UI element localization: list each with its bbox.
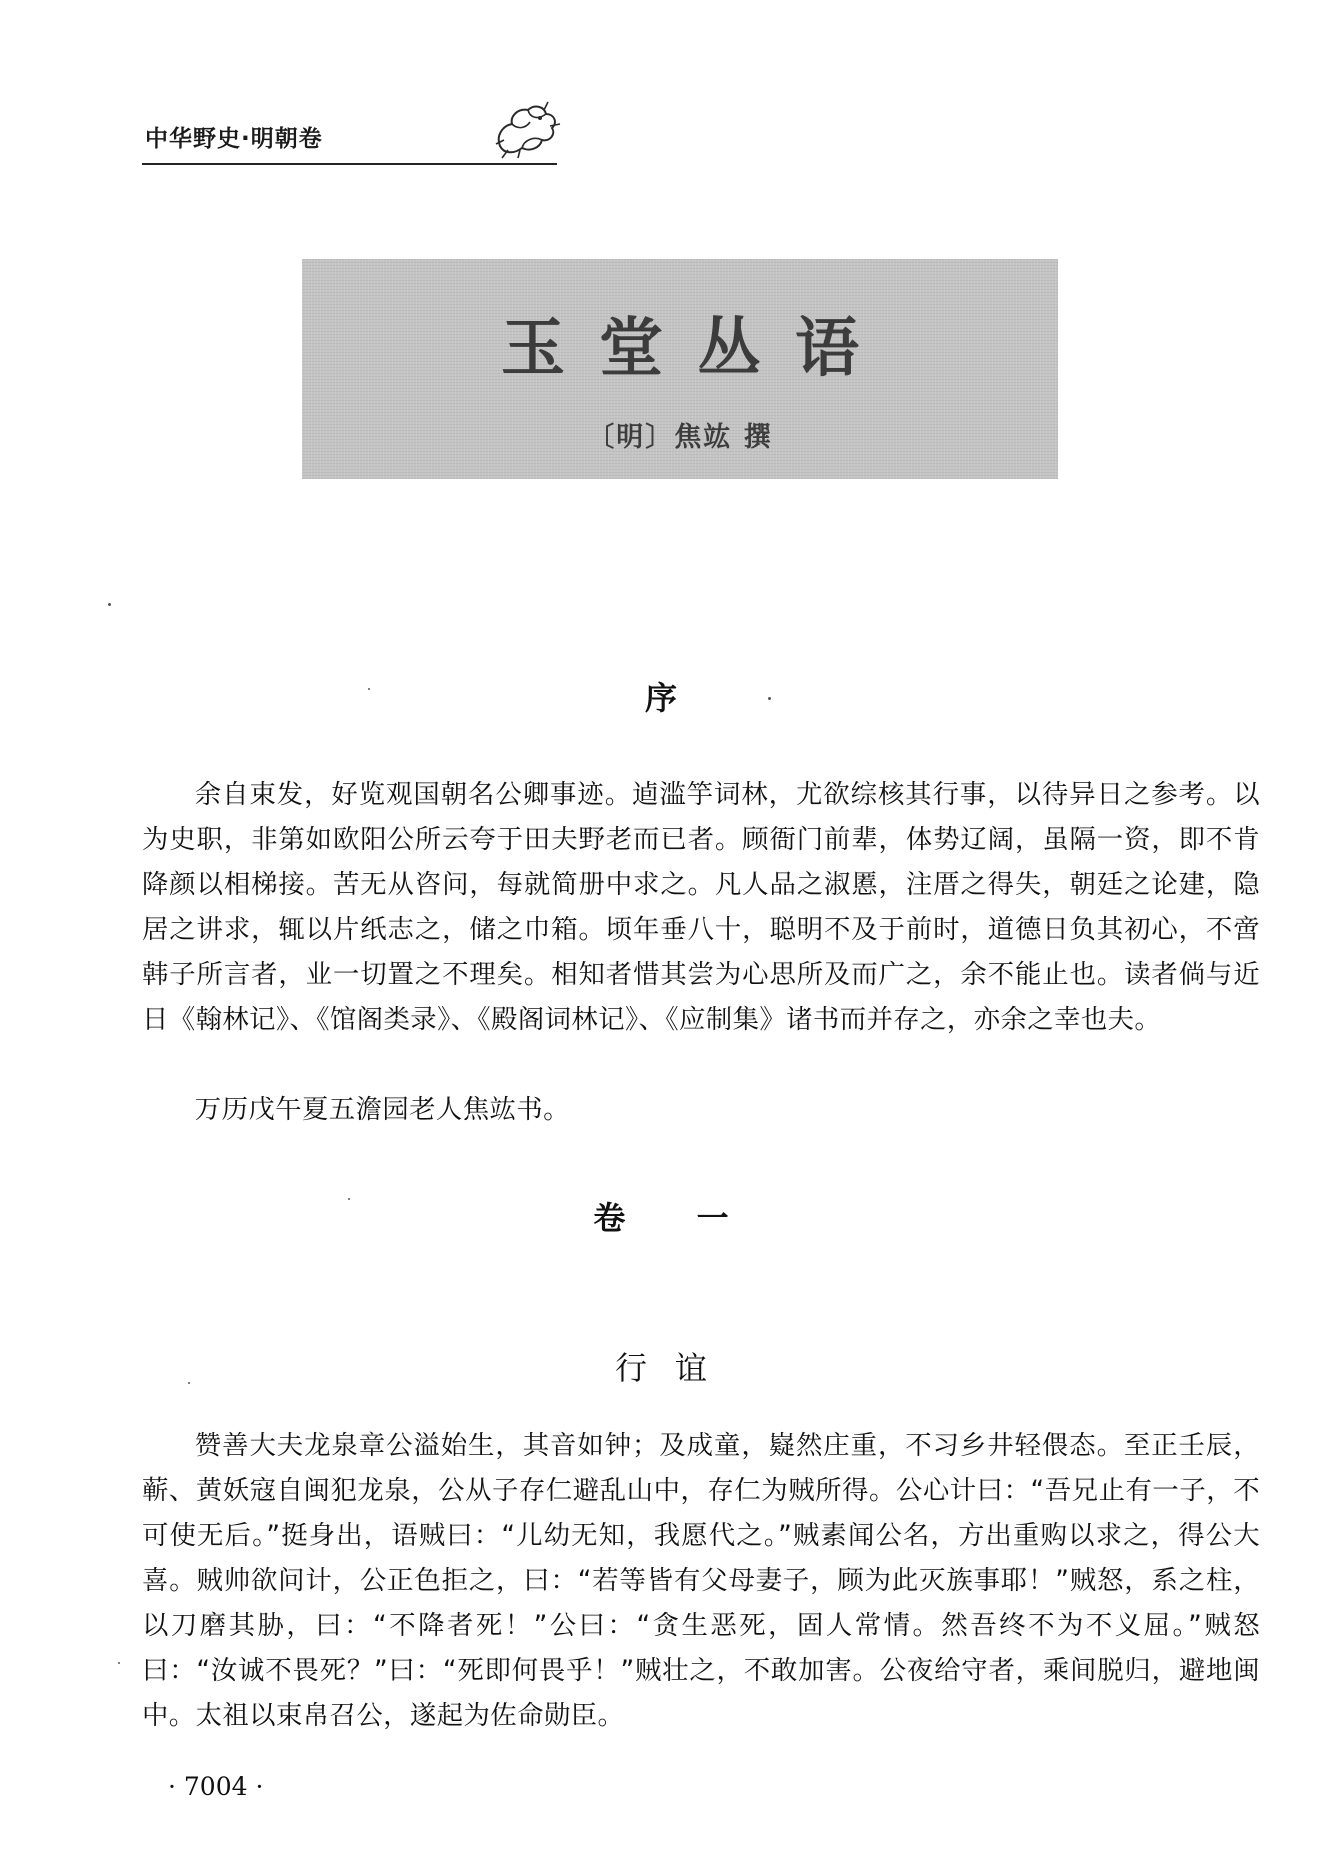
- scan-speck: [188, 1382, 190, 1384]
- section-paragraph: 赞善大夫龙泉章公溢始生，其音如钟；及成童，嶷然庄重，不习乡井轻偎态。至正壬辰，蕲、黄妖寇自闽犯龙泉，公从子存仁避乱山中，存仁为贼所得。公心计曰：“吾兄止有一子，不可使无后。”挺身出，语贼曰：“儿幼无知，我愿代之。”贼素闻公名，方出重购以求之，得公大喜。贼帅欲问计，公正色拒之，曰：“若等皆有父母妻子，顾为此灭族事耶！”贼怒，系之柱，以刀磨其胁，曰：“不降者死！”公曰：“贪生恶死，固人常情。然吾终不为不义屈。”贼怒曰：“汝诚不畏死？”曰：“死即何畏乎！”贼壮之，不敢加害。公夜给守者，乘间脱归，避地闽中。太祖以束帛召公，遂起为佐命勋臣。: [142, 1430, 1260, 1731]
- header-rule: [142, 163, 557, 165]
- scan-speck: [108, 603, 111, 606]
- title-block: [302, 259, 1058, 479]
- preface-signature: 万历戊午夏五澹园老人焦竑书。: [194, 1094, 570, 1125]
- scan-speck: [368, 688, 370, 690]
- author-line: 〔明〕焦竑 撰: [587, 422, 773, 453]
- scan-speck: [348, 1198, 350, 1200]
- running-title: 中华野史·明朝卷: [145, 126, 323, 152]
- volume-heading: 卷 一: [593, 1199, 759, 1237]
- scan-speck: [768, 697, 771, 700]
- preface-heading: 序: [644, 679, 677, 717]
- book-title: 玉堂丛语: [501, 311, 893, 386]
- dragon-emblem-icon: [490, 100, 562, 160]
- scan-speck: [118, 1662, 120, 1664]
- preface-paragraph: 余自束发，好览观国朝名公卿事迹。逌滥竽词林，尤欲综核其行事，以待异日之参考。以为史职，非第如欧阳公所云夸于田夫野老而已者。顾衙门前辈，体势辽阔，虽隔一资，即不肯降颜以相梯接。苦无从咨问，每就简册中求之。凡人品之淑慝，注厝之得失，朝廷之论建，隐居之讲求，辄以片纸志之，储之巾箱。顷年垂八十，聪明不及于前时，道德日负其初心，不啻韩子所言者，业一切置之不理矣。相知者惜其尝为心思所及而广之，余不能止也。读者倘与近日《翰林记》、《馆阁类录》、《殿阁词林记》、《应制集》诸书而并存之，亦余之幸也夫。: [142, 779, 1260, 1035]
- page-number: · 7004 ·: [168, 1772, 264, 1801]
- section-heading: 行谊: [614, 1349, 735, 1387]
